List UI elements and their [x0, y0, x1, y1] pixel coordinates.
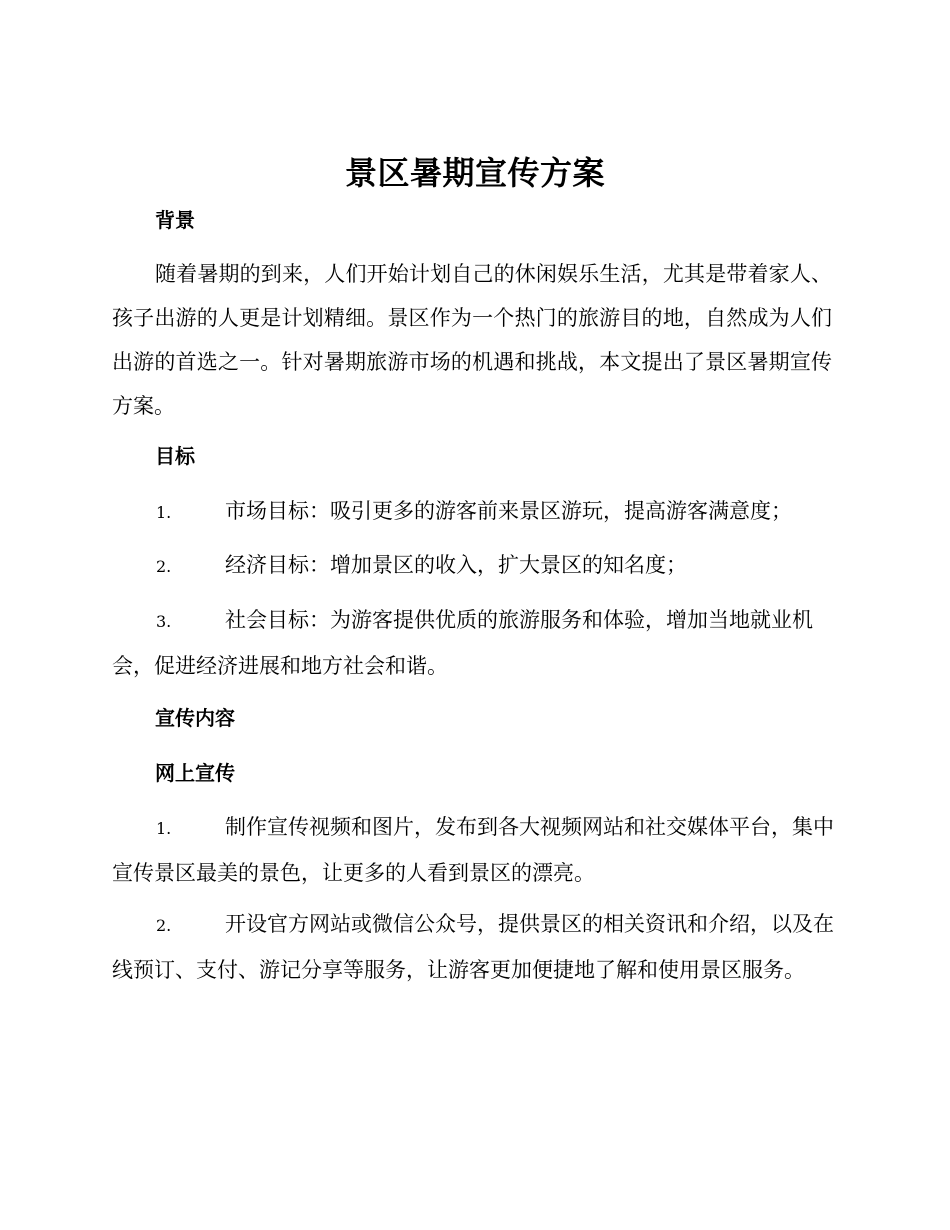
list-item-text: 社会目标：为游客提供优质的旅游服务和体验，增加当地就业机会，促进经济进展和地方社会和谐。	[112, 608, 813, 678]
goal-item-3	[112, 598, 834, 688]
list-item-text: 开设官方网站或微信公众号，提供景区的相关资讯和介绍，以及在线预订、支付、游记分享等服务，让游客更加便捷地了解和使用景区服务。	[112, 912, 834, 982]
online-item-2	[112, 902, 834, 992]
list-number: 1.	[156, 503, 172, 522]
goal-item-1	[112, 489, 834, 535]
list-number: 1.	[156, 819, 172, 838]
section-heading-online: 网上宣传	[155, 761, 235, 785]
list-number: 2.	[156, 557, 172, 576]
list-item-text: 市场目标：吸引更多的游客前来景区游玩，提高游客满意度；	[225, 499, 792, 523]
background-paragraph: 随着暑期的到来，人们开始计划自己的休闲娱乐生活，尤其是带着家人、孩子出游的人更是计划精细。景区作为一个热门的旅游目的地，自然成为人们出游的首选之一。针对暑期旅游市场的机遇和挑战，本文提出了景区暑期宣传方案。	[112, 262, 832, 418]
section-heading-promotion: 宣传内容	[155, 706, 235, 730]
section-heading-background: 背景	[155, 208, 195, 232]
document-title: 景区暑期宣传方案	[344, 154, 605, 192]
list-number: 3.	[156, 612, 172, 631]
list-item-text: 制作宣传视频和图片，发布到各大视频网站和社交媒体平台，集中宣传景区最美的景色，让更多的人看到景区的漂亮。	[112, 815, 834, 885]
list-number: 2.	[156, 916, 172, 935]
goal-item-2	[112, 543, 834, 589]
online-item-1	[112, 805, 834, 895]
list-item-text: 经济目标：增加景区的收入，扩大景区的知名度；	[225, 553, 687, 577]
section-heading-goals: 目标	[155, 444, 195, 468]
